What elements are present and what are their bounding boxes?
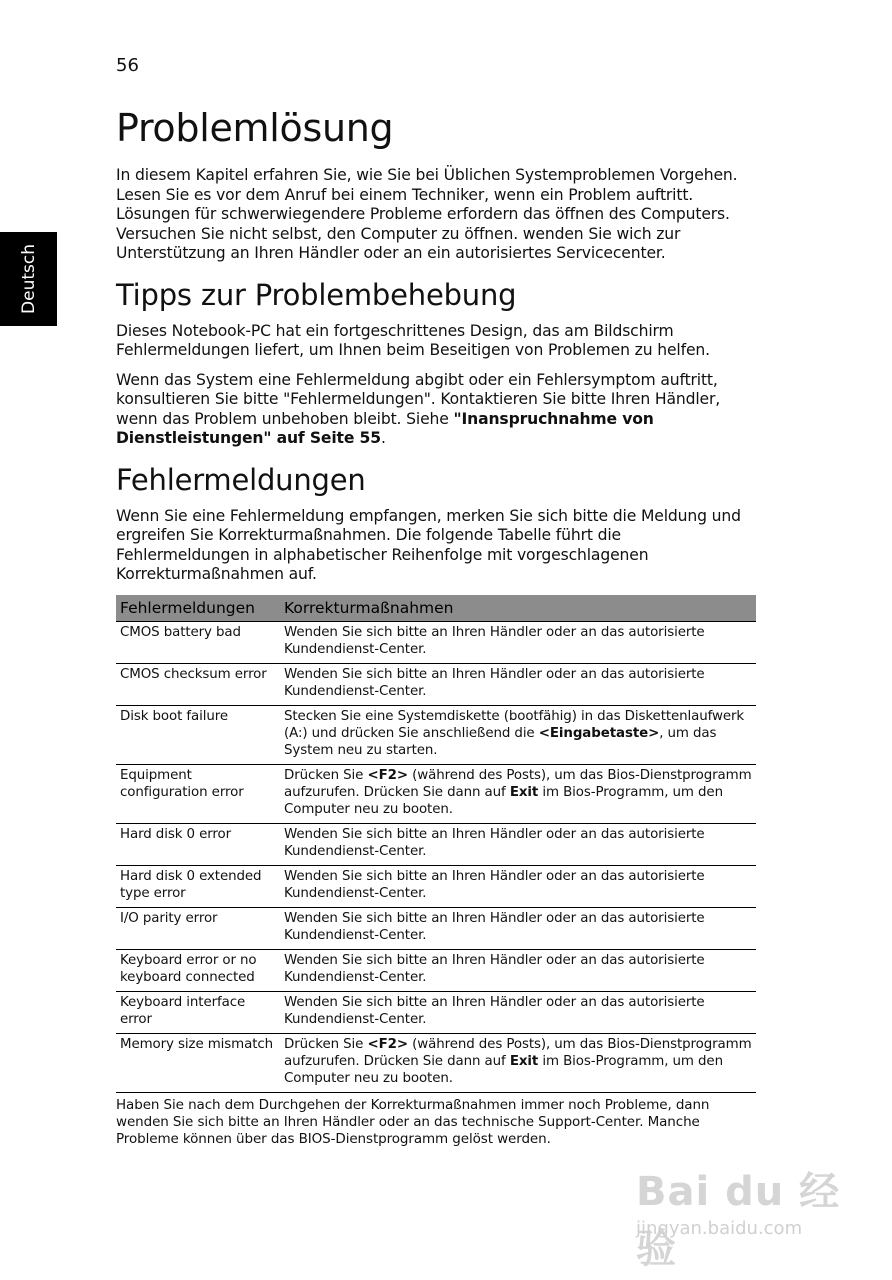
error-cell: Disk boot failure [116,705,280,764]
table-header-errors: Fehlermeldungen [116,595,280,622]
table-header-row [116,595,756,622]
chapter-title: Problemlösung [116,106,394,150]
tips-paragraph-2-end: . [380,429,386,447]
tips-paragraph-2-text: Wenn das System eine Fehlermeldung abgibt oder ein Fehlersymptom auftritt, konsultieren Sie bitte "Fehlermeldungen". Kontaktieren Sie bitte Ihren Händler, wenn das Problem unbehoben bleibt. Siehe [116,370,721,428]
error-cell: Hard disk 0 error [116,823,280,865]
tips-paragraph-1: Dieses Notebook-PC hat ein fortgeschrittenes Design, das am Bildschirm Fehlermeldungen liefert, um Ihnen beim Beseitigen von Problemen zu helfen. [116,321,710,359]
action-text: Stecken Sie eine Systemdiskette (bootfähig) in das Diskettenlaufwerk (A:) und drücken Sie anschließend die [284,708,745,741]
table-row [116,907,756,949]
error-cell: Memory size mismatch [116,1033,280,1092]
key-label: Exit [509,1053,539,1069]
key-label: <F2> [367,767,408,783]
section-heading-tips: Tipps zur Problembehebung [116,277,517,312]
action-text: im Bios-Programm, um den Computer neu zu booten. [284,784,723,817]
error-cell: CMOS checksum error [116,663,280,705]
action-cell: Wenden Sie sich bitte an Ihren Händler oder an das autorisierte Kundendienst-Center. [280,865,756,907]
table-row [116,663,756,705]
table-row [116,865,756,907]
watermark-url: jingyan.baidu.com [636,1218,803,1239]
tips-paragraph-2 [116,371,756,449]
action-text: , um das System neu zu starten. [284,725,717,758]
table-row [116,764,756,823]
action-text: Drücken Sie [284,767,368,783]
action-text: Drücken Sie [284,1036,368,1052]
error-messages-table [116,595,756,1093]
key-label: <F2> [367,1036,408,1052]
error-cell: CMOS battery bad [116,621,280,663]
action-cell: Wenden Sie sich bitte an Ihren Händler oder an das autorisierte Kundendienst-Center. [280,823,756,865]
action-cell [280,705,756,764]
action-cell [280,764,756,823]
errors-paragraph: Wenn Sie eine Fehlermeldung empfangen, merken Sie sich bitte die Meldung und ergreifen Sie Korrekturmaßnahmen. Die folgende Tabelle führt die Fehlermeldungen in alphabetischer Reihenfolge mit vorgeschlagenen Korrekturmaßnahmen auf. [116,506,741,583]
baidu-watermark [636,1148,856,1272]
language-side-tab-label: Deutsch [18,244,39,314]
footnote: Haben Sie nach dem Durchgehen der Korrekturmaßnahmen immer noch Probleme, dann wenden Sie sich bitte an Ihren Händler oder an das technische Support-Center. Manche Probleme können über das BIOS-Dienstprogramm gelöst werden. [116,1096,710,1147]
table-row [116,621,756,663]
action-text: (während des Posts), um das Bios-Dienstprogramm aufzurufen. Drücken Sie dann auf [284,1036,752,1069]
action-text: (während des Posts), um das Bios-Dienstprogramm aufzurufen. Drücken Sie dann auf [284,767,752,800]
intro-paragraph: In diesem Kapitel erfahren Sie, wie Sie bei Üblichen Systemproblemen Vorgehen. Lesen Sie es vor dem Anruf bei einem Techniker, wenn ein Problem auftritt. Lösungen für schwerwiegendere Probleme erfordern das öffnen des Computers. Versuchen Sie nicht selbst, den Computer zu öffnen. wenden Sie wich zur Unterstützung an Ihren Händler oder an ein autorisiertes Servicecenter. [116,166,738,262]
section-heading-errors: Fehlermeldungen [116,462,366,497]
page-number: 56 [116,55,139,76]
error-cell: Keyboard interface error [116,991,280,1033]
action-cell: Wenden Sie sich bitte an Ihren Händler oder an das autorisierte Kundendienst-Center. [280,991,756,1033]
action-cell: Wenden Sie sich bitte an Ihren Händler oder an das autorisierte Kundendienst-Center. [280,663,756,705]
table-row [116,705,756,764]
page-content [116,100,756,1158]
action-cell: Wenden Sie sich bitte an Ihren Händler oder an das autorisierte Kundendienst-Center. [280,907,756,949]
key-label: <Eingabetaste> [538,725,660,741]
error-cell: Hard disk 0 extended type error [116,865,280,907]
service-reference-link[interactable]: "Inanspruchnahme von Dienstleistungen" auf Seite 55 [116,409,654,447]
action-cell [280,1033,756,1092]
action-cell: Wenden Sie sich bitte an Ihren Händler oder an das autorisierte Kundendienst-Center. [280,621,756,663]
action-cell: Wenden Sie sich bitte an Ihren Händler oder an das autorisierte Kundendienst-Center. [280,949,756,991]
error-cell: I/O parity error [116,907,280,949]
table-row [116,991,756,1033]
table-header-actions: Korrekturmaßnahmen [280,595,756,622]
language-side-tab [0,232,57,326]
error-cell: Keyboard error or no keyboard connected [116,949,280,991]
table-row [116,1033,756,1092]
table-row [116,823,756,865]
key-label: Exit [509,784,539,800]
baidu-logo: Bai du 经验 [636,1169,841,1272]
action-text: im Bios-Programm, um den Computer neu zu booten. [284,1053,723,1086]
table-row [116,949,756,991]
error-cell: Equipment configuration error [116,764,280,823]
